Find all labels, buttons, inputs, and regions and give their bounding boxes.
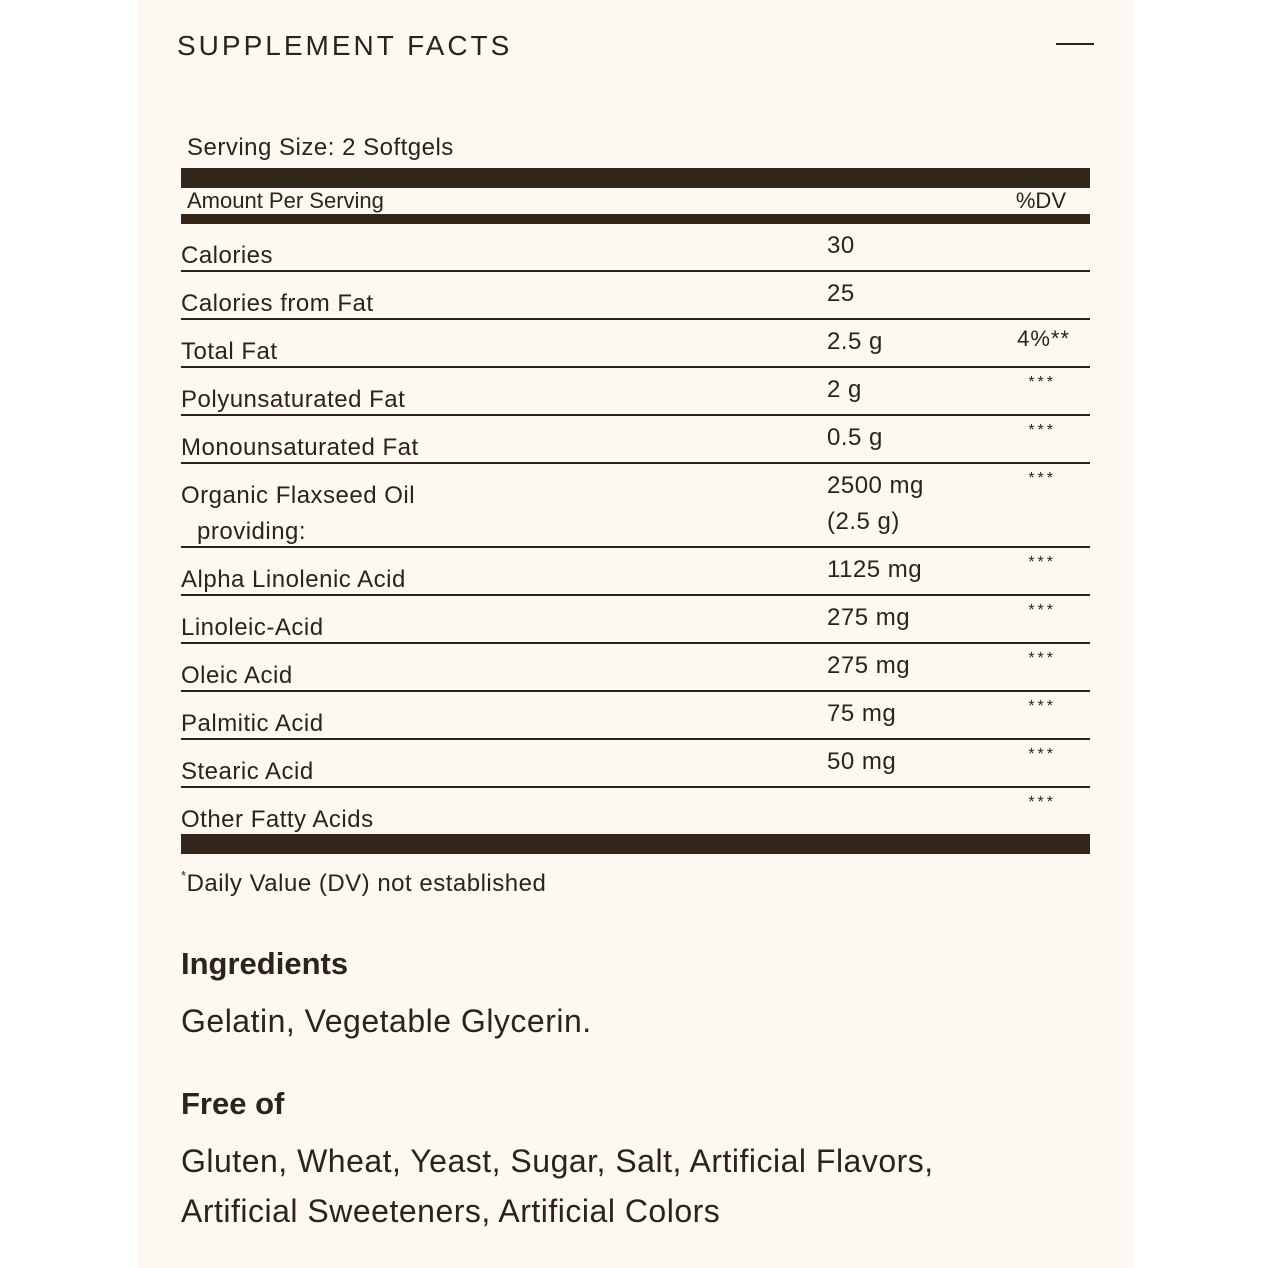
divider-bar — [181, 214, 1090, 224]
table-row — [181, 596, 1090, 644]
nutrient-dv: *** — [1028, 554, 1056, 571]
dv-footnote — [181, 870, 546, 898]
nutrient-name: Linoleic-Acid — [181, 614, 324, 641]
nutrient-dv: *** — [1028, 650, 1056, 667]
nutrient-amount: 2.5 g — [827, 328, 883, 355]
nutrient-amount: 1125 mg — [827, 556, 923, 583]
nutrient-amount: 50 mg — [827, 748, 897, 775]
nutrient-dv: *** — [1028, 602, 1056, 619]
nutrient-amount: 30 — [827, 232, 855, 259]
table-row — [181, 788, 1090, 834]
serving-size: Serving Size: 2 Softgels — [187, 134, 454, 161]
facts-table — [181, 168, 1090, 854]
nutrient-dv: *** — [1028, 746, 1056, 763]
nutrient-name-line2: providing: — [197, 518, 307, 545]
nutrient-amount: 0.5 g — [827, 424, 883, 451]
table-row — [181, 416, 1090, 464]
nutrient-amount: 2 g — [827, 376, 862, 403]
dv-header: %DV — [1015, 188, 1066, 213]
table-header — [181, 188, 1090, 214]
supplement-facts-panel — [137, 0, 1133, 1268]
nutrient-amount: 25 — [827, 280, 855, 307]
nutrient-name: Calories from Fat — [181, 290, 374, 317]
nutrient-dv: 4%** — [1017, 326, 1070, 351]
table-row — [181, 548, 1090, 596]
free-of-line1: Gluten, Wheat, Yeast, Sugar, Salt, Artificial Flavors, — [181, 1143, 934, 1179]
table-row — [181, 464, 1090, 548]
nutrient-amount-line2: (2.5 g) — [827, 508, 900, 535]
nutrient-name: Monounsaturated Fat — [181, 434, 419, 461]
nutrient-name: Calories — [181, 242, 274, 269]
nutrient-dv: *** — [1028, 374, 1056, 391]
free-of-text — [181, 1136, 1081, 1236]
nutrient-amount: 75 mg — [827, 700, 897, 727]
nutrient-dv: *** — [1028, 422, 1056, 439]
nutrient-name — [181, 478, 415, 550]
nutrient-dv: *** — [1028, 794, 1056, 811]
nutrient-name: Stearic Acid — [181, 758, 314, 785]
nutrient-name: Palmitic Acid — [181, 710, 324, 737]
nutrient-name-line1: Organic Flaxseed Oil — [181, 482, 416, 509]
nutrient-amount: 275 mg — [827, 604, 911, 631]
table-row — [181, 644, 1090, 692]
nutrient-amount-line1: 2500 mg — [827, 472, 924, 499]
nutrient-amount — [827, 468, 924, 540]
table-row — [181, 692, 1090, 740]
ingredients-text: Gelatin, Vegetable Glycerin. — [181, 1003, 592, 1039]
nutrient-name: Oleic Acid — [181, 662, 293, 689]
divider-bar — [181, 168, 1090, 188]
nutrient-name: Polyunsaturated Fat — [181, 386, 406, 413]
footnote-text: Daily Value (DV) not established — [186, 870, 547, 897]
table-row — [181, 740, 1090, 788]
ingredients-heading: Ingredients — [181, 946, 349, 981]
nutrient-dv: *** — [1028, 698, 1056, 715]
table-row — [181, 368, 1090, 416]
minus-icon[interactable] — [1056, 43, 1094, 45]
free-of-heading: Free of — [181, 1086, 285, 1121]
nutrient-dv: *** — [1028, 470, 1056, 487]
footnote-mark: * — [181, 868, 187, 883]
table-row — [181, 320, 1090, 368]
amount-per-serving-label: Amount Per Serving — [187, 188, 384, 213]
section-title: SUPPLEMENT FACTS — [177, 30, 513, 61]
nutrient-name: Alpha Linolenic Acid — [181, 566, 406, 593]
table-row — [181, 224, 1090, 272]
nutrient-amount: 275 mg — [827, 652, 911, 679]
free-of-line2: Artificial Sweeteners, Artificial Colors — [181, 1193, 721, 1229]
table-row — [181, 272, 1090, 320]
nutrient-name: Other Fatty Acids — [181, 806, 374, 833]
nutrient-name: Total Fat — [181, 338, 278, 365]
